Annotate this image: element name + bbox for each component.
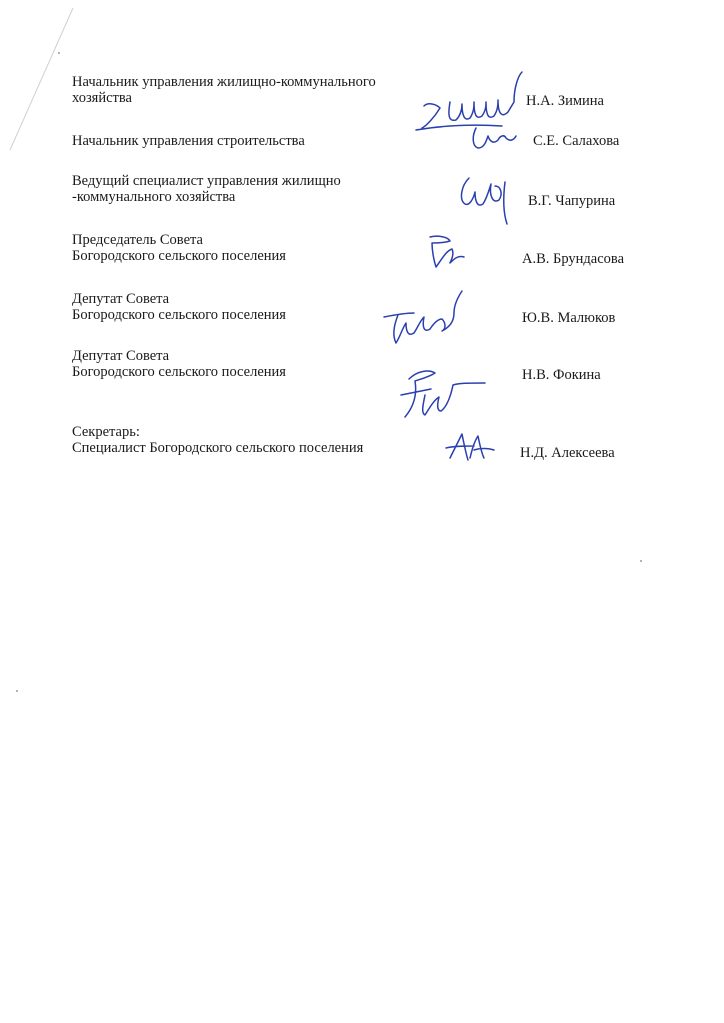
signature-image <box>395 365 495 430</box>
role-line: Начальник управления строительства <box>72 133 305 149</box>
signatory-role <box>72 173 432 205</box>
signatory-role <box>72 291 432 323</box>
signatory-name: В.Г. Чапурина <box>528 193 616 209</box>
scan-speck <box>640 560 642 562</box>
signatory-role <box>72 133 432 149</box>
role-line: Специалист Богородского сельского поселения <box>72 440 364 456</box>
signatory-name: Н.В. Фокина <box>522 367 601 383</box>
signatory-role <box>72 232 432 264</box>
role-line: Богородского сельского поселения <box>72 364 286 380</box>
signatory-name: С.Е. Салахова <box>533 133 620 149</box>
signatory-role <box>72 348 432 380</box>
role-line: Начальник управления жилищно-коммунального <box>72 74 376 90</box>
role-line: Депутат Совета <box>72 291 170 307</box>
signature-image <box>380 283 470 358</box>
role-line: хозяйства <box>72 90 132 106</box>
signature-image <box>455 172 525 237</box>
role-line: -коммунального хозяйства <box>72 189 236 205</box>
role-line: Ведущий специалист управления жилищно <box>72 173 341 189</box>
role-line: Богородского сельского поселения <box>72 307 286 323</box>
role-line: Депутат Совета <box>72 348 170 364</box>
signature-image <box>424 233 474 278</box>
signatory-role <box>72 424 432 456</box>
signatory-name: Ю.В. Малюков <box>522 310 616 326</box>
signatory-name: А.В. Брундасова <box>522 251 625 267</box>
role-line: Секретарь: <box>72 424 140 440</box>
role-line: Председатель Совета <box>72 232 203 248</box>
role-line: Богородского сельского поселения <box>72 248 286 264</box>
scan-speck <box>58 52 60 54</box>
signatory-role <box>72 74 432 106</box>
signatory-name: Н.А. Зимина <box>526 93 604 109</box>
scan-speck <box>16 690 18 692</box>
signature-image <box>440 428 500 473</box>
signatory-name: Н.Д. Алексеева <box>520 445 615 461</box>
